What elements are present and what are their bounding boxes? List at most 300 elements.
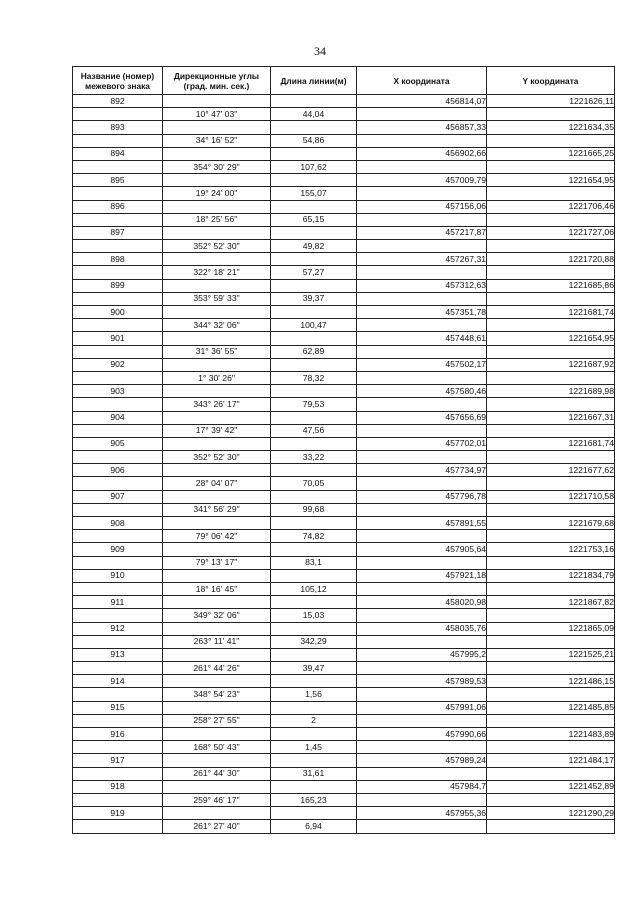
cell-length [271, 121, 357, 134]
cell-x: 457734,97 [357, 464, 487, 477]
cell-length [271, 517, 357, 530]
cell-x [357, 319, 487, 332]
table-row [73, 253, 615, 266]
cell-length: 165,23 [271, 793, 357, 806]
cell-y: 1221681,74 [487, 306, 615, 319]
cell-y [487, 160, 615, 173]
cell-name [73, 371, 163, 384]
cell-y: 1221867,82 [487, 596, 615, 609]
cell-length [271, 464, 357, 477]
table-row [73, 187, 615, 200]
cell-y: 1221677,62 [487, 464, 615, 477]
cell-angle: 348° 54' 23" [163, 688, 271, 701]
cell-length: 105,12 [271, 582, 357, 595]
cell-length [271, 648, 357, 661]
cell-name [73, 213, 163, 226]
cell-angle [163, 147, 271, 160]
cell-y: 1221687,92 [487, 358, 615, 371]
cell-y: 1221706,46 [487, 200, 615, 213]
cell-angle: 1° 30' 26" [163, 371, 271, 384]
cell-y: 1221685,86 [487, 279, 615, 292]
cell-y [487, 714, 615, 727]
cell-angle [163, 701, 271, 714]
cell-length: 54,86 [271, 134, 357, 147]
cell-angle [163, 464, 271, 477]
cell-x: 457156,06 [357, 200, 487, 213]
table-row [73, 451, 615, 464]
cell-y [487, 319, 615, 332]
cell-name [73, 345, 163, 358]
cell-x: 457796,78 [357, 490, 487, 503]
cell-length [271, 200, 357, 213]
table-row [73, 174, 615, 187]
cell-x [357, 741, 487, 754]
cell-y: 1221753,16 [487, 543, 615, 556]
cell-name: 898 [73, 253, 163, 266]
cell-name [73, 319, 163, 332]
table-row [73, 240, 615, 253]
cell-name: 894 [73, 147, 163, 160]
boundary-coordinates-table [72, 66, 615, 834]
table-row [73, 464, 615, 477]
cell-angle [163, 728, 271, 741]
table-row [73, 424, 615, 437]
table-row [73, 701, 615, 714]
table-row [73, 292, 615, 305]
cell-angle [163, 648, 271, 661]
cell-length: 78,32 [271, 371, 357, 384]
cell-x [357, 820, 487, 833]
table-row [73, 398, 615, 411]
cell-length: 1,56 [271, 688, 357, 701]
cell-y: 1221689,98 [487, 385, 615, 398]
cell-name [73, 108, 163, 121]
cell-angle: 79° 06' 42" [163, 530, 271, 543]
table-row [73, 820, 615, 833]
cell-x: 457991,06 [357, 701, 487, 714]
cell-x [357, 240, 487, 253]
cell-length [271, 437, 357, 450]
cell-name: 905 [73, 437, 163, 450]
table-row [73, 622, 615, 635]
cell-length [271, 306, 357, 319]
cell-name: 911 [73, 596, 163, 609]
cell-y: 1221667,31 [487, 411, 615, 424]
table-row [73, 332, 615, 345]
cell-length: 74,82 [271, 530, 357, 543]
cell-length: 100,47 [271, 319, 357, 332]
cell-x [357, 556, 487, 569]
cell-y: 1221679,68 [487, 517, 615, 530]
cell-name [73, 635, 163, 648]
cell-y: 1221727,06 [487, 226, 615, 239]
table-row [73, 477, 615, 490]
table-body [73, 95, 615, 834]
cell-y: 1221452,89 [487, 780, 615, 793]
cell-x [357, 134, 487, 147]
cell-angle: 19° 24' 00" [163, 187, 271, 200]
cell-y [487, 134, 615, 147]
table-row [73, 306, 615, 319]
cell-name [73, 609, 163, 622]
cell-name [73, 477, 163, 490]
cell-name: 901 [73, 332, 163, 345]
cell-name: 914 [73, 675, 163, 688]
header-length: Длина линии(м) [271, 67, 357, 95]
table-row [73, 95, 615, 108]
cell-angle [163, 358, 271, 371]
cell-y [487, 767, 615, 780]
cell-length [271, 728, 357, 741]
cell-name: 908 [73, 517, 163, 530]
cell-y: 1221720,88 [487, 253, 615, 266]
cell-y [487, 451, 615, 464]
table-row [73, 754, 615, 767]
cell-y [487, 345, 615, 358]
cell-x [357, 582, 487, 595]
cell-x [357, 424, 487, 437]
table-row [73, 371, 615, 384]
cell-x [357, 371, 487, 384]
cell-name [73, 714, 163, 727]
header-x: X координата [357, 67, 487, 95]
cell-length: 79,53 [271, 398, 357, 411]
cell-name: 892 [73, 95, 163, 108]
cell-angle [163, 543, 271, 556]
cell-length [271, 701, 357, 714]
table-row [73, 266, 615, 279]
table-row [73, 503, 615, 516]
table-row [73, 635, 615, 648]
cell-length: 83,1 [271, 556, 357, 569]
cell-y: 1221634,35 [487, 121, 615, 134]
cell-angle [163, 200, 271, 213]
table-row [73, 569, 615, 582]
cell-length [271, 332, 357, 345]
cell-length [271, 675, 357, 688]
table-row [73, 556, 615, 569]
cell-y: 1221485,85 [487, 701, 615, 714]
cell-x [357, 503, 487, 516]
cell-angle: 17° 39' 42" [163, 424, 271, 437]
cell-x: 457312,63 [357, 279, 487, 292]
cell-angle [163, 306, 271, 319]
cell-y [487, 530, 615, 543]
cell-name: 903 [73, 385, 163, 398]
cell-length: 2 [271, 714, 357, 727]
cell-y: 1221484,17 [487, 754, 615, 767]
cell-length: 57,27 [271, 266, 357, 279]
cell-angle: 31° 36' 55" [163, 345, 271, 358]
cell-angle: 322° 18' 21" [163, 266, 271, 279]
cell-y [487, 820, 615, 833]
cell-x [357, 292, 487, 305]
cell-x [357, 635, 487, 648]
cell-y [487, 609, 615, 622]
cell-length [271, 174, 357, 187]
cell-angle: 18° 16' 45" [163, 582, 271, 595]
table-row [73, 319, 615, 332]
cell-length [271, 569, 357, 582]
cell-length: 39,47 [271, 662, 357, 675]
table-row [73, 807, 615, 820]
cell-x: 457995,2 [357, 648, 487, 661]
cell-y [487, 688, 615, 701]
table-row [73, 358, 615, 371]
cell-y [487, 503, 615, 516]
table-row [73, 490, 615, 503]
cell-name [73, 160, 163, 173]
cell-name: 915 [73, 701, 163, 714]
cell-length [271, 358, 357, 371]
cell-name: 893 [73, 121, 163, 134]
cell-angle [163, 332, 271, 345]
table-row [73, 767, 615, 780]
cell-x [357, 793, 487, 806]
cell-x [357, 213, 487, 226]
cell-name: 910 [73, 569, 163, 582]
table-row [73, 530, 615, 543]
table-row [73, 226, 615, 239]
cell-y: 1221834,79 [487, 569, 615, 582]
header-angle: Дирекционные углы (град. мин. сек.) [163, 67, 271, 95]
cell-x [357, 688, 487, 701]
cell-angle: 28° 04' 07" [163, 477, 271, 490]
table-row [73, 780, 615, 793]
cell-angle [163, 279, 271, 292]
cell-y: 1221865,09 [487, 622, 615, 635]
cell-x: 457580,46 [357, 385, 487, 398]
cell-y [487, 292, 615, 305]
cell-length: 33,22 [271, 451, 357, 464]
table-row [73, 714, 615, 727]
cell-length: 99,68 [271, 503, 357, 516]
page-number: 34 [314, 44, 326, 58]
cell-name: 907 [73, 490, 163, 503]
cell-x: 458020,98 [357, 596, 487, 609]
table-header [73, 67, 615, 95]
cell-y [487, 662, 615, 675]
cell-name: 919 [73, 807, 163, 820]
table-row [73, 741, 615, 754]
cell-angle [163, 569, 271, 582]
cell-y [487, 793, 615, 806]
cell-angle: 352° 52' 30" [163, 451, 271, 464]
cell-y: 1221525,21 [487, 648, 615, 661]
cell-length [271, 411, 357, 424]
cell-length: 49,82 [271, 240, 357, 253]
table-row [73, 688, 615, 701]
cell-angle [163, 622, 271, 635]
cell-x: 457267,31 [357, 253, 487, 266]
table-row [73, 675, 615, 688]
cell-name [73, 424, 163, 437]
cell-x: 457989,24 [357, 754, 487, 767]
cell-y [487, 398, 615, 411]
cell-name: 918 [73, 780, 163, 793]
cell-y [487, 187, 615, 200]
cell-name: 909 [73, 543, 163, 556]
cell-x: 457009,79 [357, 174, 487, 187]
cell-x [357, 714, 487, 727]
cell-angle: 343° 26' 17" [163, 398, 271, 411]
cell-x: 457989,53 [357, 675, 487, 688]
table-row [73, 147, 615, 160]
cell-x: 457905,64 [357, 543, 487, 556]
table-row [73, 411, 615, 424]
table-row [73, 437, 615, 450]
cell-length: 47,56 [271, 424, 357, 437]
cell-x: 457984,7 [357, 780, 487, 793]
cell-x [357, 345, 487, 358]
cell-x [357, 398, 487, 411]
cell-angle: 261° 44' 30" [163, 767, 271, 780]
cell-x: 456814,07 [357, 95, 487, 108]
cell-x [357, 767, 487, 780]
cell-name: 900 [73, 306, 163, 319]
cell-x [357, 662, 487, 675]
cell-x: 457351,78 [357, 306, 487, 319]
cell-angle [163, 226, 271, 239]
table-row [73, 160, 615, 173]
table-row [73, 543, 615, 556]
cell-name: 899 [73, 279, 163, 292]
table-row [73, 200, 615, 213]
cell-x [357, 108, 487, 121]
cell-angle: 10° 47' 03" [163, 108, 271, 121]
cell-length [271, 385, 357, 398]
cell-length: 15,03 [271, 609, 357, 622]
cell-x [357, 530, 487, 543]
cell-length: 70,05 [271, 477, 357, 490]
cell-x: 458035,76 [357, 622, 487, 635]
cell-name [73, 662, 163, 675]
cell-angle: 168° 50' 43" [163, 741, 271, 754]
cell-length: 39,37 [271, 292, 357, 305]
table-row [73, 793, 615, 806]
cell-angle: 261° 27' 40" [163, 820, 271, 833]
cell-x: 457891,55 [357, 517, 487, 530]
cell-y: 1221290,29 [487, 807, 615, 820]
cell-length [271, 279, 357, 292]
cell-angle [163, 253, 271, 266]
cell-y: 1221626,11 [487, 95, 615, 108]
table-row [73, 345, 615, 358]
table-row [73, 648, 615, 661]
cell-angle: 259° 46' 17" [163, 793, 271, 806]
cell-length [271, 147, 357, 160]
cell-name: 897 [73, 226, 163, 239]
table-row [73, 134, 615, 147]
cell-name [73, 820, 163, 833]
cell-x: 457502,17 [357, 358, 487, 371]
cell-name: 896 [73, 200, 163, 213]
table-row [73, 582, 615, 595]
cell-name [73, 793, 163, 806]
cell-name [73, 741, 163, 754]
cell-y [487, 213, 615, 226]
cell-angle: 34° 16' 52" [163, 134, 271, 147]
cell-length: 6,94 [271, 820, 357, 833]
cell-length [271, 780, 357, 793]
cell-length: 65,15 [271, 213, 357, 226]
cell-name [73, 187, 163, 200]
cell-x: 457217,87 [357, 226, 487, 239]
cell-length: 31,61 [271, 767, 357, 780]
table-row [73, 108, 615, 121]
cell-length: 342,29 [271, 635, 357, 648]
cell-name [73, 767, 163, 780]
cell-x [357, 451, 487, 464]
cell-length: 155,07 [271, 187, 357, 200]
cell-name [73, 451, 163, 464]
cell-length [271, 253, 357, 266]
cell-y: 1221654,95 [487, 332, 615, 345]
cell-y: 1221483,89 [487, 728, 615, 741]
cell-y [487, 240, 615, 253]
cell-x [357, 187, 487, 200]
cell-name: 904 [73, 411, 163, 424]
cell-name [73, 398, 163, 411]
cell-x: 457921,18 [357, 569, 487, 582]
cell-name [73, 688, 163, 701]
cell-angle: 18° 25' 56" [163, 213, 271, 226]
table-row [73, 517, 615, 530]
cell-y [487, 635, 615, 648]
cell-length: 1,45 [271, 741, 357, 754]
cell-y [487, 424, 615, 437]
cell-name: 916 [73, 728, 163, 741]
cell-length [271, 490, 357, 503]
cell-angle: 353° 59' 33" [163, 292, 271, 305]
cell-length [271, 596, 357, 609]
cell-length: 62,89 [271, 345, 357, 358]
cell-x: 456902,66 [357, 147, 487, 160]
cell-angle [163, 675, 271, 688]
cell-x [357, 477, 487, 490]
cell-y [487, 582, 615, 595]
cell-name: 913 [73, 648, 163, 661]
cell-name [73, 582, 163, 595]
cell-angle [163, 174, 271, 187]
cell-name [73, 292, 163, 305]
cell-x [357, 609, 487, 622]
cell-y: 1221654,95 [487, 174, 615, 187]
cell-name [73, 266, 163, 279]
cell-angle: 261° 44' 26" [163, 662, 271, 675]
cell-length [271, 543, 357, 556]
cell-angle: 79° 13' 17" [163, 556, 271, 569]
cell-y [487, 741, 615, 754]
cell-name [73, 503, 163, 516]
cell-length [271, 95, 357, 108]
cell-y [487, 556, 615, 569]
table-row [73, 121, 615, 134]
cell-angle [163, 517, 271, 530]
cell-name: 917 [73, 754, 163, 767]
cell-y: 1221710,58 [487, 490, 615, 503]
cell-name [73, 556, 163, 569]
cell-angle: 349° 32' 06" [163, 609, 271, 622]
cell-angle: 341° 56' 29" [163, 503, 271, 516]
cell-y [487, 477, 615, 490]
header-y: Y координата [487, 67, 615, 95]
cell-name: 895 [73, 174, 163, 187]
cell-x [357, 266, 487, 279]
cell-name: 906 [73, 464, 163, 477]
cell-angle [163, 490, 271, 503]
cell-angle [163, 437, 271, 450]
